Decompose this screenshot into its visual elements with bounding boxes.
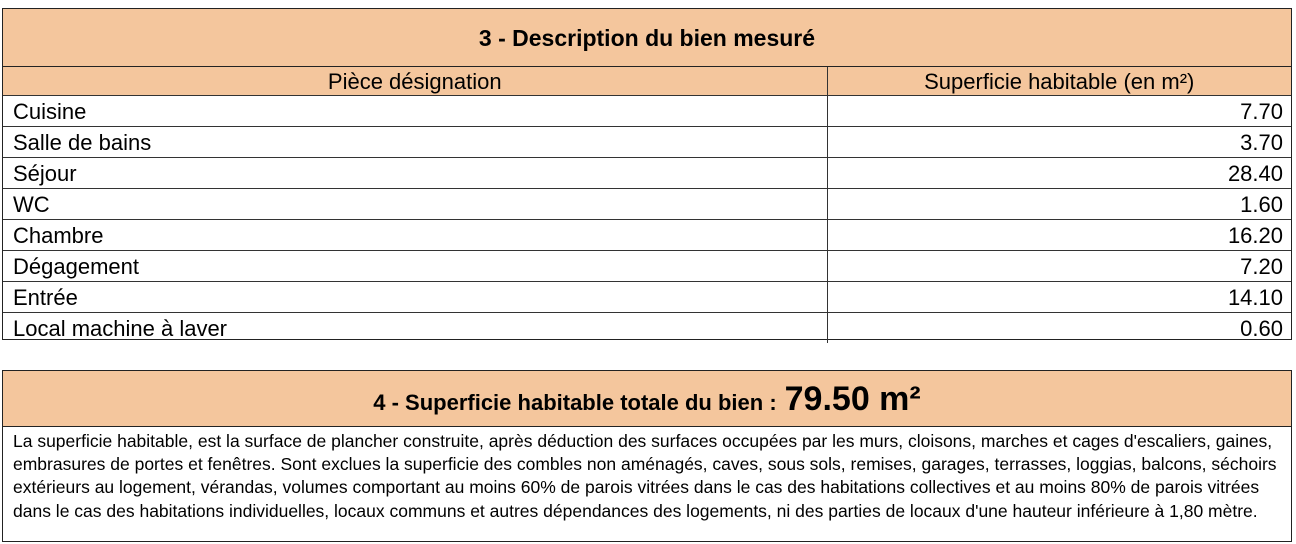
- table-row: [3, 251, 1291, 282]
- room-area: 7.70: [827, 96, 1291, 127]
- column-header-area: Superficie habitable (en m²): [827, 67, 1291, 96]
- room-name: Chambre: [3, 220, 827, 251]
- section-4-title: 4 - Superficie habitable totale du bien :: [373, 389, 777, 415]
- room-area: 7.20: [827, 251, 1291, 282]
- room-name: Cuisine: [3, 96, 827, 127]
- table-row: [3, 220, 1291, 251]
- description-section-title: [3, 9, 1291, 67]
- room-name: WC: [3, 189, 827, 220]
- room-area: 14.10: [827, 282, 1291, 313]
- total-area-section: [2, 370, 1292, 542]
- room-name: Entrée: [3, 282, 827, 313]
- table-row: [3, 282, 1291, 313]
- room-name: Dégagement: [3, 251, 827, 282]
- total-area-value: 79.50 m²: [784, 380, 921, 418]
- total-area-description: La superficie habitable, est la surface de plancher construite, après déduction des surfaces occupées par les murs, cloisons, marches et cages d'escaliers, gaines, embrasures de portes et fenêtres. Sont exclues la superficie des combles non aménagés, caves, sous sols, remises, garages, terrasses, loggias, balcons, séchoirs extérieurs au logement, vérandas, volumes comportant au moins 60% de parois vitrées dans le cas des habitations collectives et au moins 80% de parois vitrées dans le cas des habitations individuelles, locaux communs et autres dépendances des logements, ni des parties de locaux d'une hauteur inférieure à 1,80 mètre.: [13, 431, 1277, 521]
- room-area: 16.20: [827, 220, 1291, 251]
- rooms-table-header: [3, 67, 1291, 96]
- section-3-title: 3 - Description du bien mesuré: [478, 25, 816, 51]
- table-row: [3, 96, 1291, 127]
- table-row: [3, 313, 1291, 344]
- description-section: [2, 8, 1292, 340]
- room-area: 1.60: [827, 189, 1291, 220]
- room-area: 0.60: [827, 313, 1291, 344]
- room-name: Local machine à laver: [3, 313, 827, 344]
- room-name: Séjour: [3, 158, 827, 189]
- total-area-title-bar: [3, 371, 1291, 427]
- table-row: [3, 158, 1291, 189]
- table-row: [3, 189, 1291, 220]
- table-row: [3, 127, 1291, 158]
- column-header-room: Pièce désignation: [3, 67, 827, 96]
- room-area: 28.40: [827, 158, 1291, 189]
- room-name: Salle de bains: [3, 127, 827, 158]
- room-area: 3.70: [827, 127, 1291, 158]
- rooms-table: [3, 67, 1291, 343]
